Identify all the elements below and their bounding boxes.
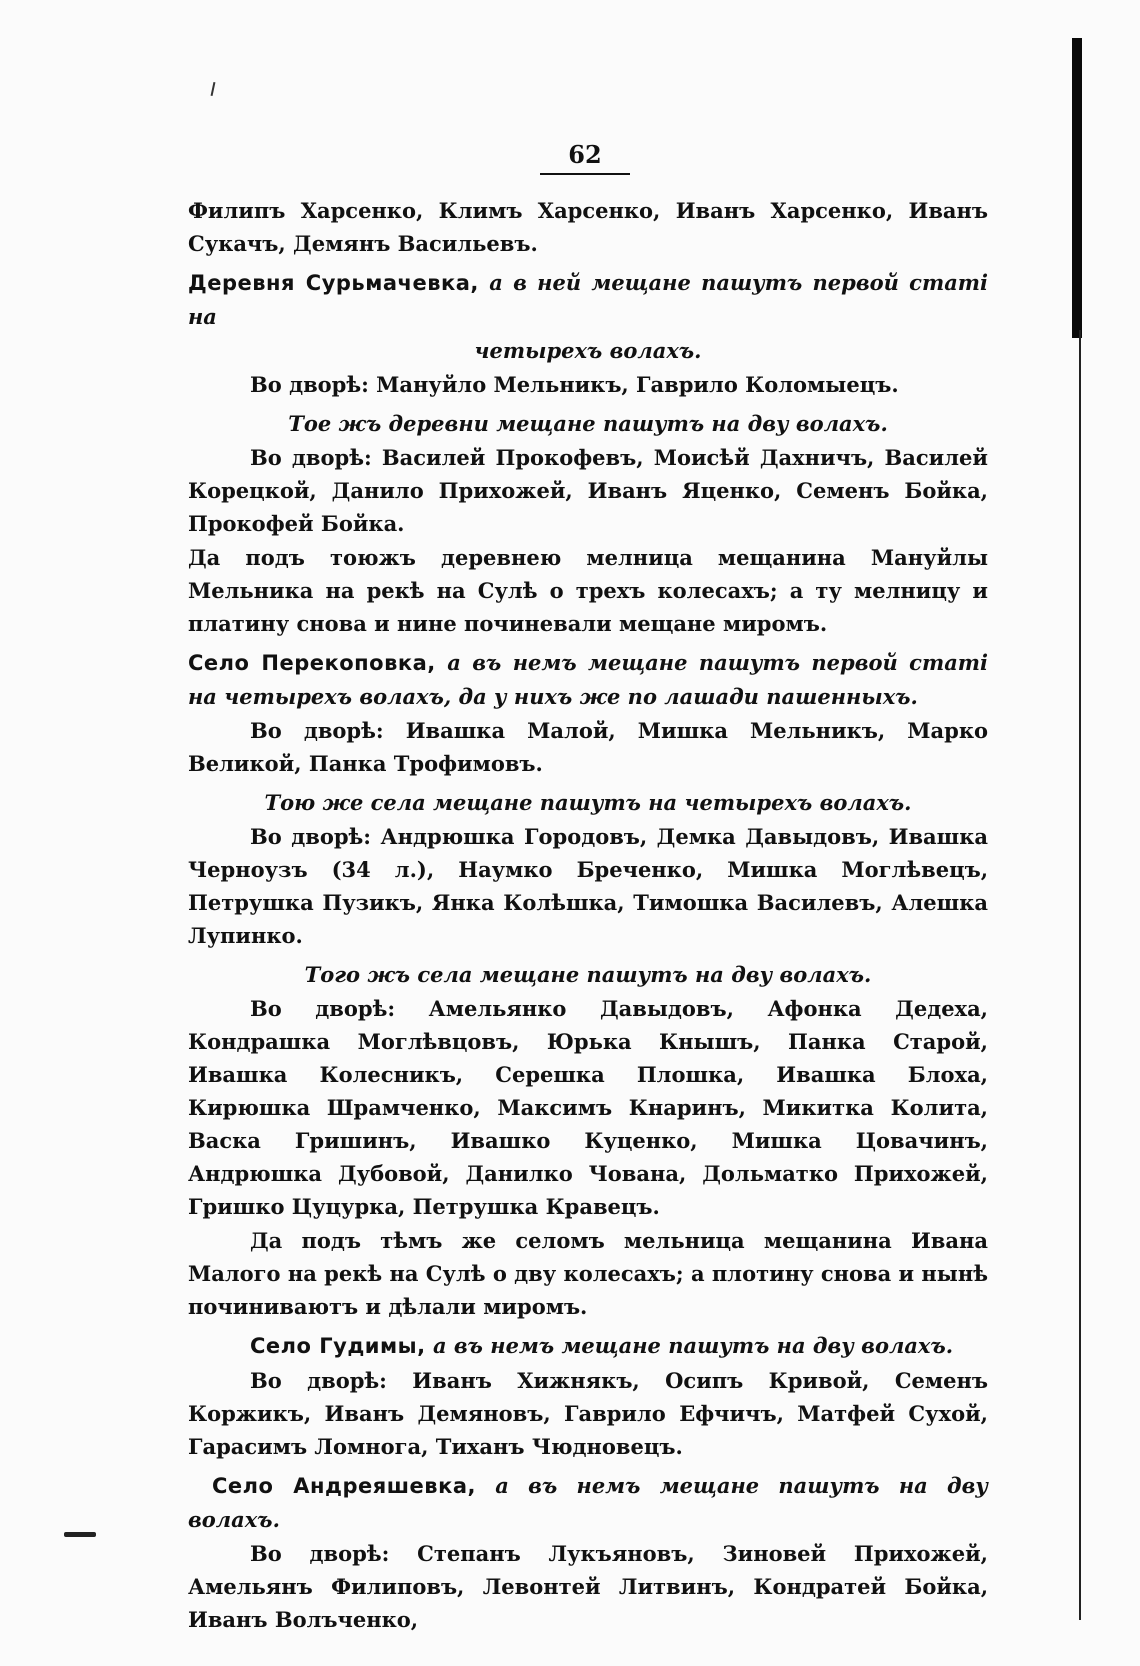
paragraph-households: Во дворѣ: Степанъ Лукъяновъ, Зиновей Прихожей, Амельянъ Филиповъ, Левонтей Литвинъ, Кондратей Бойка, Иванъ Волъченко, — [188, 1541, 988, 1632]
place-description-cont: четырехъ волахъ. — [474, 338, 702, 363]
paragraph-households: Во дворѣ: Василей Прокофевъ, Моисѣй Дахничъ, Василей Корецкой, Данило Прихожей, Иванъ Яценко, Семенъ Бойка, Прокофей Бойка. — [188, 445, 988, 536]
place-description: а въ немъ мещане пашутъ на дву волахъ. — [188, 1473, 988, 1532]
paragraph-households: Во дворѣ: Иванъ Хижнякъ, Осипъ Кривой, Семенъ Коржикъ, Иванъ Демяновъ, Гаврило Ефчичъ, Матфей Сухой, Гарасимъ Ломнога, Тиханъ Чюдновецъ. — [188, 1368, 988, 1459]
subheading: Тою же села мещане пашутъ на четырехъ волахъ. — [264, 790, 912, 815]
paragraph-households: Во дворѣ: Мануйло Мельникъ, Гаврило Коломыецъ. — [250, 372, 899, 397]
page-number: 62 — [540, 140, 630, 175]
place-name: Село Андреяшевка, — [212, 1474, 476, 1498]
stray-tick-mark — [211, 82, 216, 96]
page-edge-line — [1079, 330, 1081, 1620]
paragraph-names-harsenko: Филипъ Харсенко, Климъ Харсенко, Иванъ Харсенко, Иванъ Сукачъ, Демянъ Васильевъ. — [188, 198, 988, 256]
paragraph-mill: Да подъ тоюжъ деревнею мелница мещанина Мануйлы Мельника на рекѣ на Сулѣ о трехъ колесахъ; а ту мелницу и платину снова и нине починевали мещане миромъ. — [188, 545, 988, 636]
subheading: Того жъ села мещане пашутъ на дву волахъ. — [304, 962, 872, 987]
page-edge-bar — [1072, 38, 1082, 338]
place-name: Село Гудимы, — [250, 1334, 426, 1358]
document-body — [188, 194, 988, 1637]
heading-gudimy — [188, 1329, 988, 1363]
place-name: Деревня Сурьмачевка, — [188, 271, 479, 295]
heading-perekopovka — [188, 646, 988, 713]
paragraph-households: Во дворѣ: Андрюшка Городовъ, Демка Давыдовъ, Ивашка Черноузъ (34 л.), Наумко Бреченко, Мишка Моглѣвецъ, Петрушка Пузикъ, Янка Колѣшка, Тимошка Василевъ, Алешка Лупинко. — [188, 824, 988, 948]
heading-surmachevka — [188, 266, 988, 333]
place-description: а въ немъ мещане пашутъ на дву волахъ. — [432, 1333, 954, 1358]
place-name: Село Перекоповка, — [188, 651, 436, 675]
paragraph-households: Во дворѣ: Ивашка Малой, Мишка Мельникъ, Марко Великой, Панка Трофимовъ. — [188, 718, 988, 776]
heading-andreyashevka — [188, 1469, 988, 1536]
paragraph-mill: Да подъ тѣмъ же селомъ мельница мещанина Ивана Малого на рекѣ на Сулѣ о дву колесахъ; а плотину снова и нынѣ починиваютъ и дѣлали миромъ. — [188, 1228, 988, 1319]
paragraph-households: Во дворѣ: Амельянко Давыдовъ, Афонка Дедеха, Кондрашка Моглѣвцовъ, Юрька Кнышъ, Панка Старой, Ивашка Колесникъ, Серешка Плошка, Ивашка Блоха, Кирюшка Шрамченко, Максимъ Кнаринъ, Микитка Колита, Васка Гришинъ, Ивашко Куценко, Мишка Цовачинъ, Андрюшка Дубовой, Данилко Чована, Дольматко Прихожей, Гришко Цуцурка, Петрушка Кравецъ. — [188, 996, 988, 1219]
place-description: а в ней мещане пашутъ первой статі на — [188, 270, 988, 329]
subheading: Тое жъ деревни мещане пашутъ на дву волахъ. — [288, 411, 888, 436]
place-description: а въ немъ мещане пашутъ первой статі на четырехъ волахъ, да у нихъ же по лашади пашенныхъ. — [188, 650, 988, 709]
stray-dash-mark — [64, 1532, 96, 1537]
